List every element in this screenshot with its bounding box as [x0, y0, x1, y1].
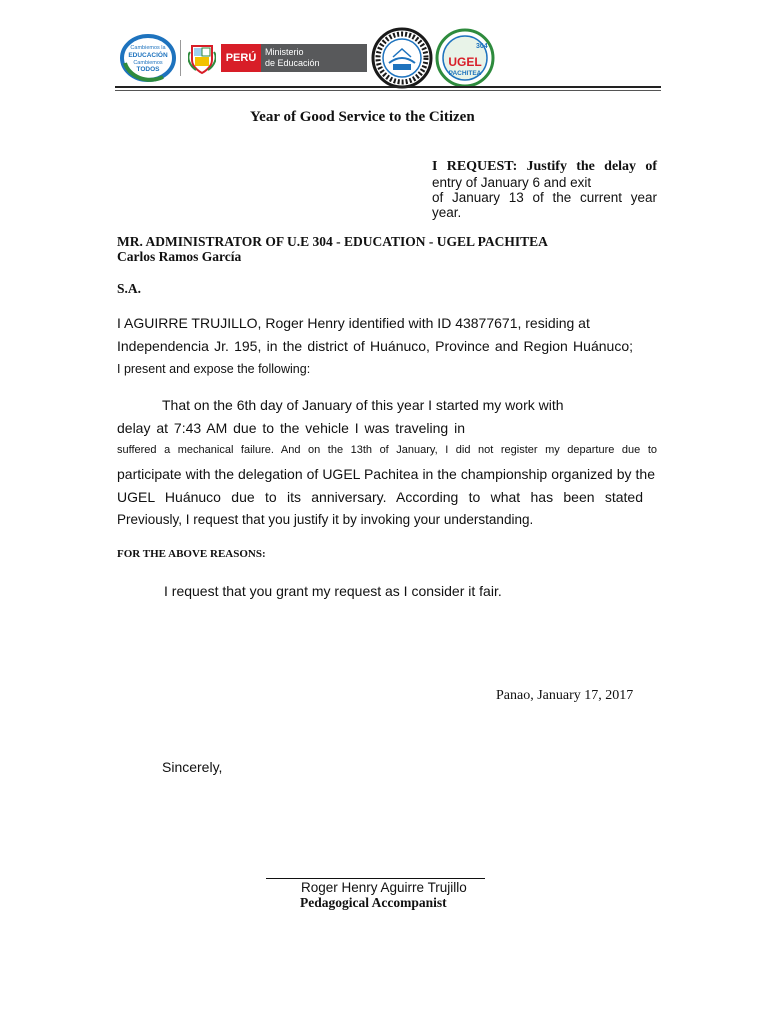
signature-line [266, 878, 485, 879]
request-line-4: year. [432, 205, 462, 220]
body-line-1: That on the 6th day of January of this year I started my work with [162, 397, 564, 413]
logo-line-2: EDUCACIÓN [128, 52, 168, 59]
peru-coat-of-arms-icon [188, 42, 216, 76]
intro-line-3: I present and expose the following: [117, 362, 311, 376]
body-line-5: UGEL Huánuco due to its anniversary. According to what has been stated [117, 489, 643, 505]
education-campaign-logo [119, 33, 177, 83]
logo-divider [180, 40, 181, 76]
reasons-heading: FOR THE ABOVE REASONS: [117, 548, 266, 560]
logo-line-3: Cambiemos [133, 60, 163, 66]
place-date: Panao, January 17, 2017 [496, 688, 634, 703]
body-line-2: delay at 7:43 AM due to the vehicle I was traveling in [117, 420, 465, 436]
ugel-number: 304 [476, 43, 488, 50]
addressee-name: Carlos Ramos García [117, 249, 242, 264]
signer-name: Roger Henry Aguirre Trujillo [301, 880, 467, 895]
closing: Sincerely, [162, 759, 223, 775]
ministry-label [261, 44, 367, 72]
peru-label: PERÚ [221, 44, 261, 72]
body-line-6: Previously, I request that you justify it by invoking your understanding. [117, 512, 534, 527]
request-line-2: entry of January 6 and exit [432, 175, 592, 190]
request-lead: I REQUEST: Justify the delay of [432, 159, 657, 174]
salutation: S.A. [117, 281, 142, 296]
addressee: MR. ADMINISTRATOR OF U.E 304 - EDUCATION - UGEL PACHITEA [117, 234, 548, 249]
grant-line: I request that you grant my request as I consider it fair. [164, 583, 502, 599]
header-rule-thin [115, 90, 661, 91]
signer-role: Pedagogical Accompanist [300, 895, 447, 910]
logo-line-4: TODOS [136, 66, 160, 73]
intro-line-1: I AGUIRRE TRUJILLO, Roger Henry identified with ID 43877671, residing at [117, 315, 590, 331]
logo-line-1: Cambiemos la [130, 45, 166, 51]
ugel-sub: PACHITEA [448, 70, 482, 77]
regional-education-seal [371, 27, 433, 89]
request-line-3: of January 13 of the current year [432, 190, 657, 205]
request-block [432, 159, 657, 220]
body-line-4: participate with the delegation of UGEL Pachitea in the championship organized by the [117, 466, 655, 482]
header-rule [115, 86, 661, 88]
ugel-pachitea-logo [434, 28, 496, 88]
body-line-3: suffered a mechanical failure. And on the 13th of January, I did not register my departure due to [117, 444, 657, 456]
ugel-label: UGEL [448, 55, 482, 69]
year-title: Year of Good Service to the Citizen [250, 109, 475, 125]
intro-line-2: Independencia Jr. 195, in the district of Huánuco, Province and Region Huánuco; [117, 338, 633, 354]
ministry-line-1: Ministerio [265, 47, 304, 57]
ministry-line-2: de Educación [265, 58, 320, 68]
